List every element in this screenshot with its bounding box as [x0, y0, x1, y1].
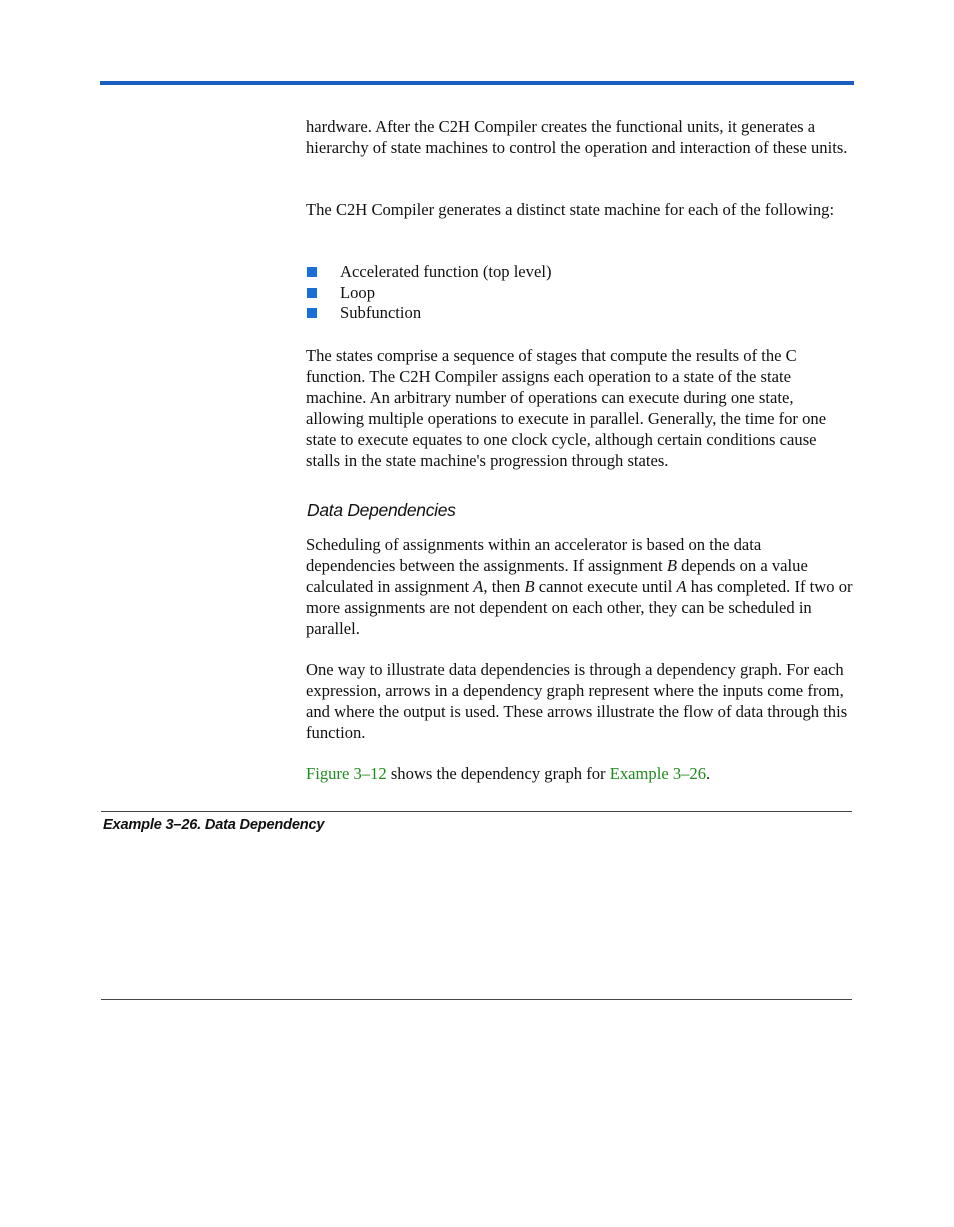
example-bottom-rule — [101, 999, 852, 1000]
square-bullet-icon — [307, 308, 317, 318]
text-run: shows the dependency graph for — [386, 764, 610, 783]
list-item-text: Subfunction — [340, 303, 422, 322]
text-run: has completed. If two or more assignments are not dependent on each other, they can be scheduled in parallel. — [306, 577, 853, 638]
paragraph-hardware: hardware. After the C2H Compiler creates the functional units, it generates a hierarchy of state machines to control the operation and interaction of these units. — [306, 117, 848, 157]
example-top-rule — [101, 811, 852, 812]
example-link[interactable]: Example 3–26 — [609, 764, 707, 783]
list-item-text: Accelerated function (top level) — [340, 262, 552, 281]
header-rule — [100, 81, 854, 85]
paragraph-states: The states comprise a sequence of stages that compute the results of the C function. The C2H Compiler assigns each operation to a state of the state machine. An arbitrary number of operations can execute during one state, allowing multiple operations to execute in parallel. Generally, the time for one state to execute equates to one clock cycle, although certain conditions cause stalls in the state machine's progression through states. — [306, 346, 827, 470]
figure-link[interactable]: Figure 3–12 — [306, 764, 387, 783]
state-machine-list — [306, 262, 854, 324]
square-bullet-icon — [307, 267, 317, 277]
section-heading: Data Dependencies — [307, 500, 456, 520]
paragraph-figure-reference — [306, 763, 854, 784]
list-item — [306, 262, 854, 283]
list-item — [306, 303, 854, 324]
square-bullet-icon — [307, 288, 317, 298]
example-caption: Example 3–26. Data Dependency — [103, 817, 325, 833]
variable-a: A — [676, 577, 687, 596]
paragraph-state-machine-intro: The C2H Compiler generates a distinct state machine for each of the following: — [306, 200, 835, 219]
text-run: Scheduling of assignments within an accelerator is based on the data dependencies between the assignments. If assignment — [306, 535, 762, 575]
variable-a: A — [473, 577, 484, 596]
variable-b: B — [666, 556, 677, 575]
variable-b: B — [524, 577, 535, 596]
text-run: . — [706, 764, 711, 783]
list-item-text: Loop — [340, 282, 376, 302]
text-run: cannot execute until — [534, 577, 677, 596]
list-item — [306, 283, 854, 304]
text-run: depends on a value calculated in assignment — [306, 556, 808, 596]
text-run: , then — [483, 577, 525, 596]
paragraph-dependency-graph: One way to illustrate data dependencies is through a dependency graph. For each expression, arrows in a dependency graph represent where the inputs come from, and where the output is used. These arrows illustrate the flow of data through this function. — [306, 660, 848, 742]
paragraph-scheduling — [306, 534, 854, 639]
